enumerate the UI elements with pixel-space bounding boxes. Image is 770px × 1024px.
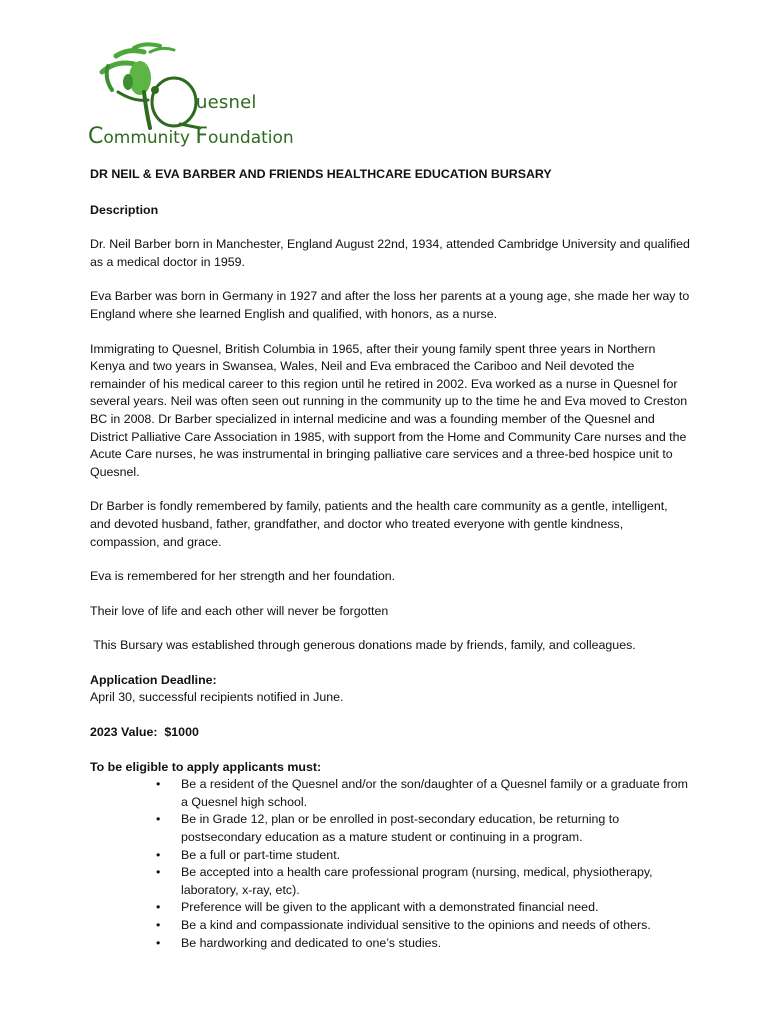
document-title: DR NEIL & EVA BARBER AND FRIENDS HEALTHCARE EDUCATION BURSARY [90, 167, 552, 181]
deadline-text: April 30, successful recipients notified in June. [90, 690, 344, 705]
list-item: • Be hardworking and dedicated to one’s studies. [156, 935, 690, 953]
deadline-heading: Application Deadline: [90, 672, 217, 687]
bullet-icon: • [156, 777, 161, 792]
list-item: • Be accepted into a health care professional program (nursing, medical, physiotherapy, laboratory, x-ray, etc). [156, 865, 653, 897]
logo-word-community-foundation: Community Foundation [88, 124, 294, 149]
document-body [90, 166, 690, 952]
bullet-icon: • [156, 812, 161, 827]
bullet-icon: • [156, 847, 161, 862]
eligibility-section [90, 759, 690, 953]
list-item: • Be a resident of the Quesnel and/or the son/daughter of a Quesnel family or a graduate from a Quesnel high school. [156, 777, 688, 809]
list-item: • Be a full or part-time student. [156, 847, 690, 865]
eligibility-heading: To be eligible to apply applicants must: [90, 759, 322, 774]
paragraph-2: Eva Barber was born in Germany in 1927 and after the loss her parents at a young age, she made her way to England where she learned English and qualified, with honors, as a nurse. [90, 289, 690, 321]
value-text: 2023 Value: $1000 [90, 725, 199, 740]
foundation-logo [88, 40, 294, 150]
bullet-icon: • [156, 900, 161, 915]
list-item: • Preference will be given to the applicant with a demonstrated financial need. [156, 899, 690, 917]
bullet-icon: • [156, 918, 161, 932]
requirements-list [90, 776, 690, 952]
paragraph-7: This Bursary was established through generous donations made by friends, family, and colleagues. [90, 638, 636, 653]
list-item: • Be in Grade 12, plan or be enrolled in post-secondary education, be returning to postsecondary education as a mature student or continuing in a program. [156, 812, 620, 845]
paragraph-6: Their love of life and each other will never be forgotten [90, 603, 389, 618]
bullet-icon: • [156, 935, 161, 950]
list-item: • Be a kind and compassionate individual sensitive to the opinions and needs of others. [156, 917, 690, 935]
paragraph-5: Eva is remembered for her strength and her foundation. [90, 569, 396, 584]
paragraph-4: Dr Barber is fondly remembered by family, patients and the health care community as a gentle, intelligent, and devoted husband, father, grandfather, and doctor who treated everyone with gentle kindness, compassion, and grace. [90, 499, 668, 549]
bullet-icon: • [156, 865, 161, 880]
logo-word-quesnel: uesnel [196, 92, 257, 113]
paragraph-3: Immigrating to Quesnel, British Columbia in 1965, after their young family spent three years in Northern Kenya and two years in Swansea, Wales, Neil and Eva embraced the Cariboo and Neil devoted the remainder of his medical career to this region until he retired in 2002. Eva worked as a nurse in Quesnel for several years. Neil was often seen out running in the community up to the time he and Eva moved to Creston BC in 2008. Dr Barber specialized in internal medicine and was a founding member of the Quesnel and District Palliative Care Association in 1985, with support from the Home and Community Care nurses and the Acute Care nurses, he was instrumental in bringing palliative care services and a three-bed hospice unit to Quesnel. [90, 341, 688, 479]
deadline-section [90, 672, 690, 707]
description-heading: Description [90, 202, 159, 217]
paragraph-1: Dr. Neil Barber born in Manchester, England August 22nd, 1934, attended Cambridge University and qualified as a medical doctor in 1959. [90, 237, 690, 269]
